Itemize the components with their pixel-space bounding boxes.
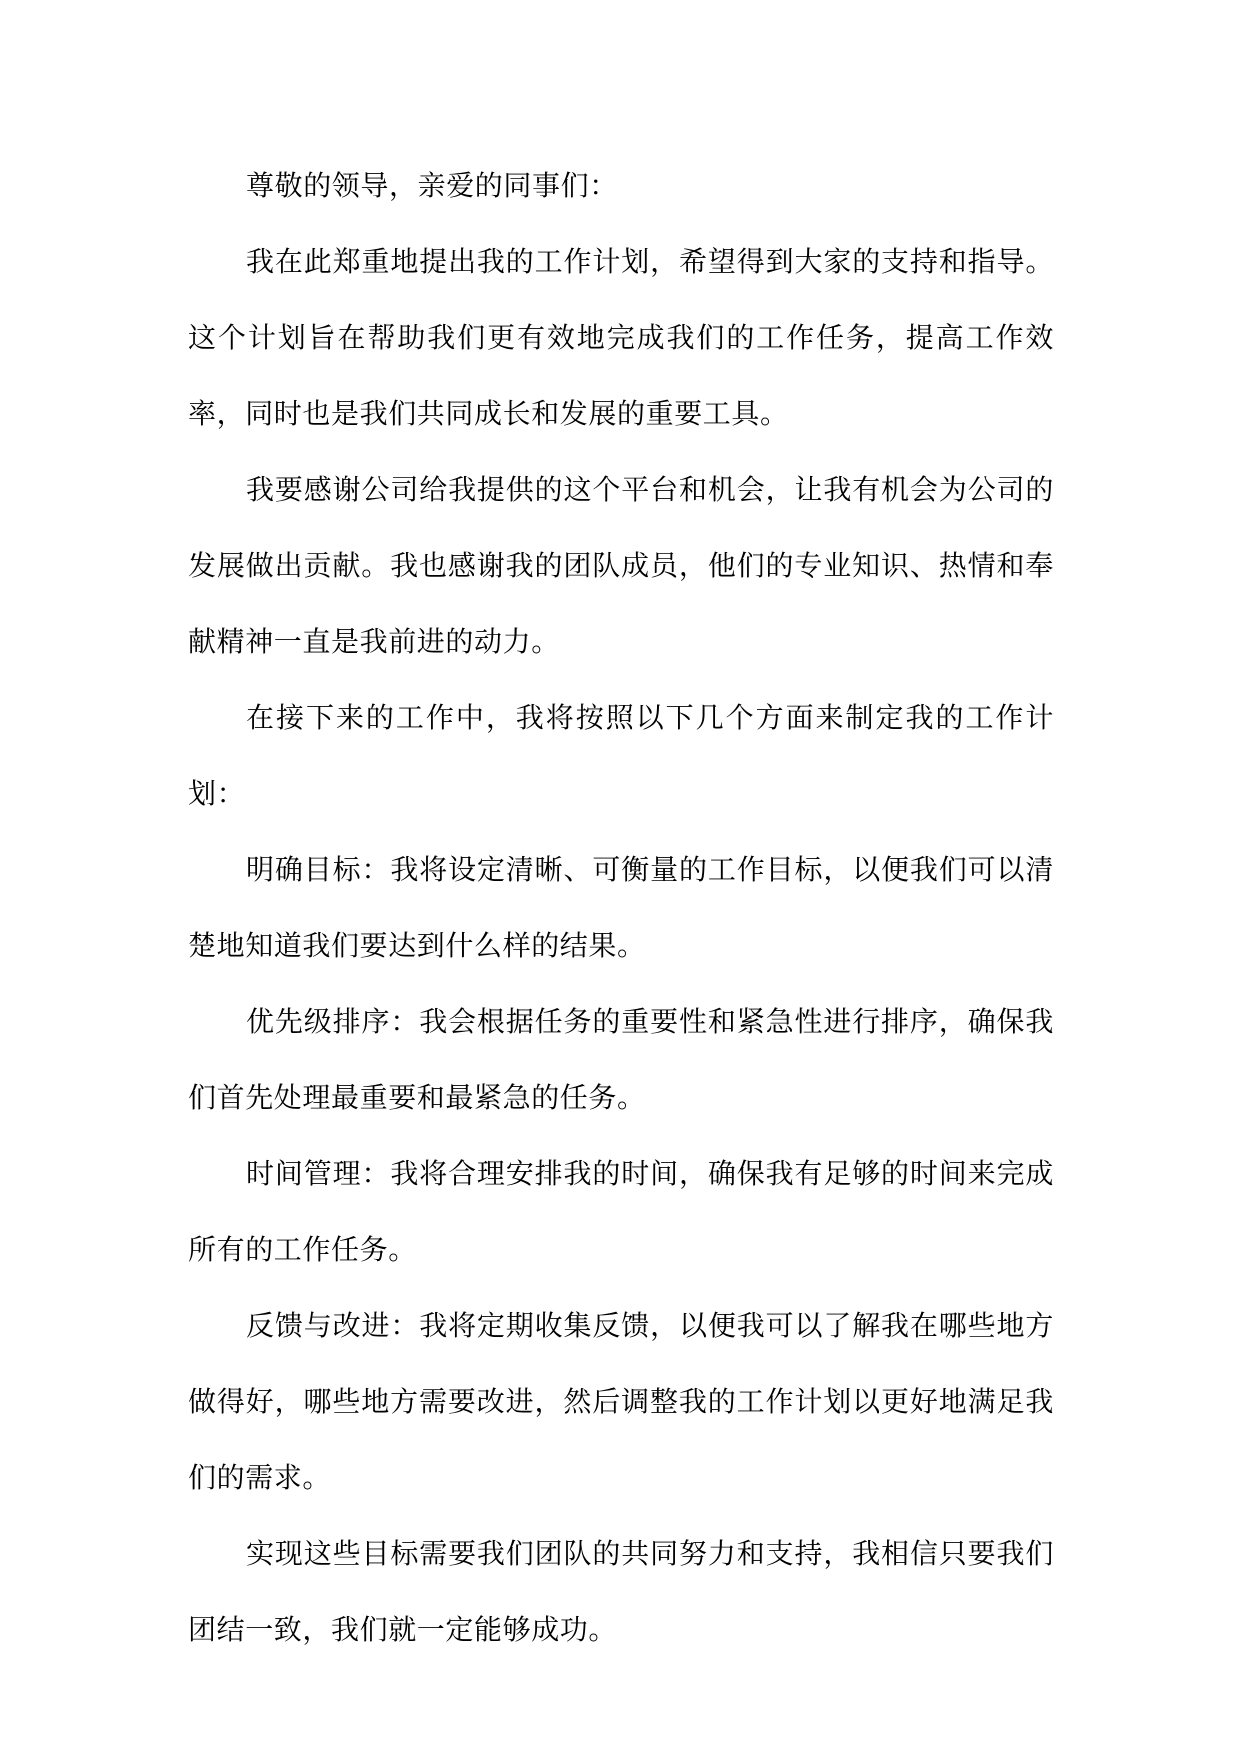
document-body bbox=[188, 148, 1054, 1668]
greeting-paragraph: 尊敬的领导，亲爱的同事们： bbox=[246, 169, 618, 202]
priority-paragraph: 优先级排序：我会根据任务的重要性和紧急性进行排序，确保我们首先处理最重要和最紧急的任务。 bbox=[188, 1005, 1054, 1114]
feedback-paragraph: 反馈与改进：我将定期收集反馈，以便我可以了解我在哪些地方做得好，哪些地方需要改进，然后调整我的工作计划以更好地满足我们的需求。 bbox=[188, 1309, 1054, 1494]
thanks-paragraph: 我要感谢公司给我提供的这个平台和机会，让我有机会为公司的发展做出贡献。我也感谢我的团队成员，他们的专业知识、热情和奉献精神一直是我前进的动力。 bbox=[188, 473, 1054, 658]
goal-paragraph: 明确目标：我将设定清晰、可衡量的工作目标，以便我们可以清楚地知道我们要达到什么样的结果。 bbox=[188, 853, 1054, 962]
time-management-paragraph: 时间管理：我将合理安排我的时间，确保我有足够的时间来完成所有的工作任务。 bbox=[188, 1157, 1054, 1266]
plan-lead-paragraph: 在接下来的工作中，我将按照以下几个方面来制定我的工作计划： bbox=[188, 701, 1054, 810]
closing-paragraph: 实现这些目标需要我们团队的共同努力和支持，我相信只要我们团结一致，我们就一定能够成功。 bbox=[188, 1537, 1054, 1646]
intro-paragraph: 我在此郑重地提出我的工作计划，希望得到大家的支持和指导。这个计划旨在帮助我们更有效地完成我们的工作任务，提高工作效率，同时也是我们共同成长和发展的重要工具。 bbox=[188, 245, 1054, 430]
